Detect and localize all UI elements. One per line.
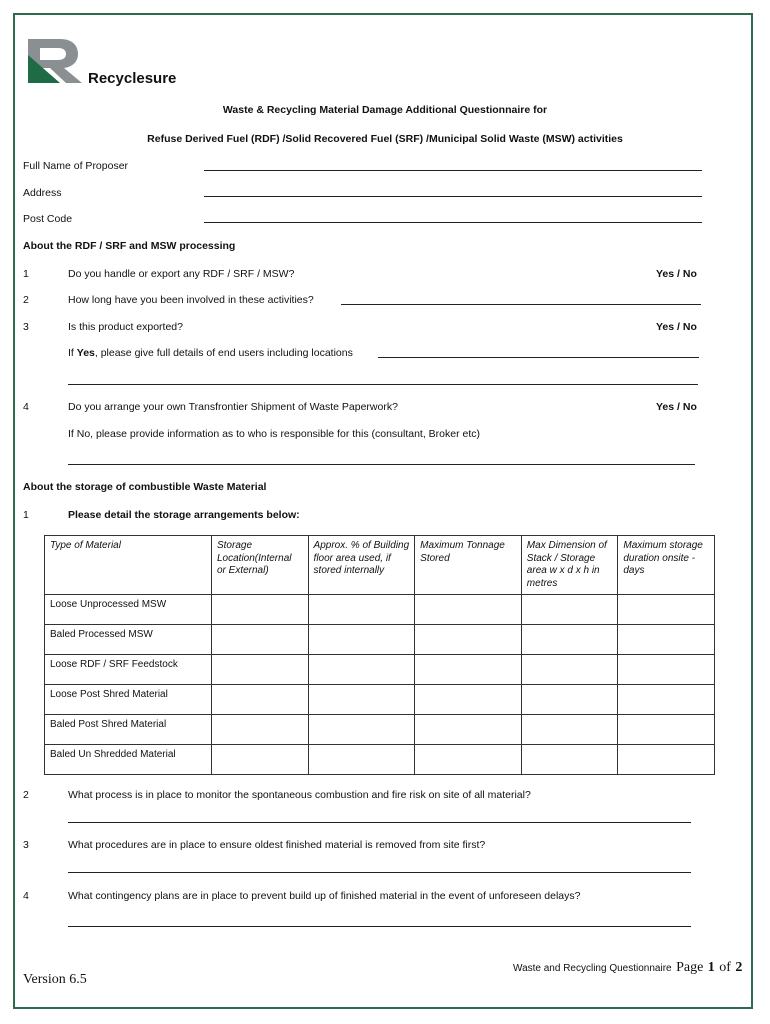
table-cell-input[interactable] [415, 625, 522, 655]
table-cell-input[interactable] [211, 625, 308, 655]
q4-follow-up: If No, please provide information as to who is responsible for this (consultant, Broker etc) [68, 428, 481, 440]
table-cell-input[interactable] [618, 625, 715, 655]
row-label: Baled Processed MSW [45, 625, 212, 655]
section2-heading: About the storage of combustible Waste Material [23, 481, 267, 493]
form-title-line2: Refuse Derived Fuel (RDF) /Solid Recovered Fuel (SRF) /Municipal Solid Waste (MSW) activities [147, 133, 623, 145]
table-cell-input[interactable] [308, 745, 415, 775]
table-cell-input[interactable] [211, 745, 308, 775]
recyclesure-logo-icon [26, 37, 84, 85]
full-name-field[interactable] [204, 170, 702, 171]
table-cell-input[interactable] [521, 655, 618, 685]
brand-name: Recyclesure [88, 70, 177, 87]
s2-q1-text: Please detail the storage arrangements below: [68, 509, 300, 521]
s2-q2-answer-field[interactable] [68, 822, 691, 823]
header-max-tonnage: Maximum Tonnage Stored [415, 536, 522, 595]
table-cell-input[interactable] [415, 745, 522, 775]
footer-page-of: of [719, 960, 731, 975]
q2-answer-field[interactable] [341, 304, 701, 305]
q4-yes-no[interactable]: Yes / No [656, 401, 697, 413]
table-row [45, 745, 715, 775]
table-row [45, 595, 715, 625]
q2-text: How long have you been involved in these activities? [68, 294, 314, 306]
s2-q3-answer-field[interactable] [68, 872, 691, 873]
q1-yes-no[interactable]: Yes / No [656, 268, 697, 280]
full-name-label: Full Name of Proposer [23, 160, 129, 172]
row-label: Baled Un Shredded Material [45, 745, 212, 775]
version-label: Version 6.5 [23, 972, 87, 987]
header-type-of-material: Type of Material [45, 536, 212, 595]
s2-q1-number: 1 [23, 509, 29, 521]
table-cell-input[interactable] [618, 655, 715, 685]
footer-page-word: Page [676, 960, 704, 975]
storage-table [44, 535, 715, 775]
table-cell-input[interactable] [211, 655, 308, 685]
address-label: Address [23, 187, 62, 199]
table-cell-input[interactable] [211, 685, 308, 715]
q3-follow-up: If Yes, please give full details of end users including locations [68, 347, 353, 359]
table-cell-input[interactable] [618, 595, 715, 625]
table-cell-input[interactable] [521, 595, 618, 625]
q2-number: 2 [23, 294, 29, 306]
s2-q4-answer-field[interactable] [68, 926, 691, 927]
footer-page-total: 2 [735, 960, 743, 975]
table-cell-input[interactable] [521, 745, 618, 775]
table-header-row [45, 536, 715, 595]
table-cell-input[interactable] [415, 715, 522, 745]
header-floor-area: Approx. % of Building floor area used, if stored internally [308, 536, 415, 595]
post-code-field[interactable] [204, 222, 702, 223]
row-label: Loose Post Shred Material [45, 685, 212, 715]
q1-number: 1 [23, 268, 29, 280]
table-cell-input[interactable] [618, 745, 715, 775]
s2-q4-number: 4 [23, 890, 29, 902]
table-cell-input[interactable] [211, 715, 308, 745]
table-cell-input[interactable] [521, 715, 618, 745]
q4-number: 4 [23, 401, 29, 413]
table-row [45, 655, 715, 685]
section1-heading: About the RDF / SRF and MSW processing [23, 240, 236, 252]
table-row [45, 685, 715, 715]
table-cell-input[interactable] [308, 595, 415, 625]
table-cell-input[interactable] [618, 715, 715, 745]
table-cell-input[interactable] [618, 685, 715, 715]
table-cell-input[interactable] [308, 715, 415, 745]
table-cell-input[interactable] [308, 655, 415, 685]
address-field[interactable] [204, 196, 702, 197]
q3-details-field-2[interactable] [68, 384, 698, 385]
table-cell-input[interactable] [308, 685, 415, 715]
table-cell-input[interactable] [521, 625, 618, 655]
post-code-label: Post Code [23, 213, 73, 225]
row-label: Loose RDF / SRF Feedstock [45, 655, 212, 685]
form-title-line1: Waste & Recycling Material Damage Additional Questionnaire for [222, 104, 548, 116]
table-cell-input[interactable] [415, 685, 522, 715]
q4-text: Do you arrange your own Transfrontier Shipment of Waste Paperwork? [68, 401, 398, 413]
q3-yes-no[interactable]: Yes / No [656, 321, 697, 333]
q3-text: Is this product exported? [68, 321, 183, 333]
header-storage-location: Storage Location(Internal or External) [211, 536, 308, 595]
s2-q2-text: What process is in place to monitor the spontaneous combustion and fire risk on site of all material? [68, 789, 531, 801]
q1-text: Do you handle or export any RDF / SRF / MSW? [68, 268, 295, 280]
table-cell-input[interactable] [415, 595, 522, 625]
q3-details-field[interactable] [378, 357, 699, 358]
row-label: Baled Post Shred Material [45, 715, 212, 745]
q4-details-field[interactable] [68, 464, 695, 465]
table-cell-input[interactable] [211, 595, 308, 625]
s2-q3-number: 3 [23, 839, 29, 851]
row-label: Loose Unprocessed MSW [45, 595, 212, 625]
table-row [45, 715, 715, 745]
s2-q4-text: What contingency plans are in place to prevent build up of finished material in the event of unforeseen delays? [68, 890, 581, 902]
header-max-duration: Maximum storage duration onsite - days [618, 536, 715, 595]
q3-number: 3 [23, 321, 29, 333]
page-footer [513, 958, 742, 976]
table-cell-input[interactable] [521, 685, 618, 715]
header-max-dimension: Max Dimension of Stack / Storage area w x d x h in metres [521, 536, 618, 595]
table-cell-input[interactable] [308, 625, 415, 655]
s2-q3-text: What procedures are in place to ensure oldest finished material is removed from site first? [68, 839, 486, 851]
s2-q2-number: 2 [23, 789, 29, 801]
table-row [45, 625, 715, 655]
footer-doc-title: Waste and Recycling Questionnaire [513, 963, 672, 974]
footer-page-current: 1 [707, 960, 715, 975]
table-cell-input[interactable] [415, 655, 522, 685]
